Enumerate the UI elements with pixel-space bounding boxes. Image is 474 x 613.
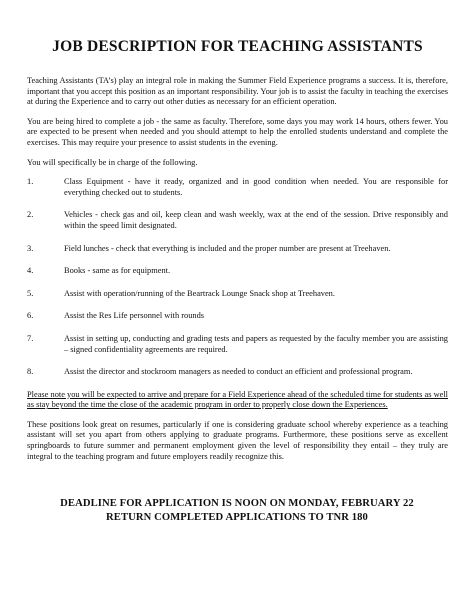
intro-paragraph: Teaching Assistants (TA’s) play an integral role in making the Summer Field Experience programs a success. It is, therefore, important that you accept this position as an important responsibility. Your job is to assist the faculty in teaching the exercises at during the Experience and to carry out other duties as necessary for an efficient operation. <box>27 76 448 107</box>
return-applications-heading: RETURN COMPLETED APPLICATIONS TO TNR 180 <box>106 512 368 523</box>
duty-number: 5. <box>27 288 34 298</box>
hiring-paragraph: You are being hired to complete a job - the same as faculty. Therefore, some days you may work 14 hours, others fewer. You are expected to be present when needed and you should attempt to help the enrolled students understand and complete the exercises. This may require your presence to assist students in the evening. <box>27 116 448 147</box>
closing-paragraph: These positions look great on resumes, particularly if one is considering graduate school whereby experience as a teaching assistant will set you apart from others applying to graduate programs. Furthermore, these positions serve as excellent springboards to future summer and permanent employment given the level of responsibility they entail – they truly are integral to the teaching program and future employers readily recognize this. <box>27 419 448 461</box>
duty-number: 8. <box>27 367 34 377</box>
duty-number: 3. <box>27 243 34 253</box>
duty-item <box>27 311 448 322</box>
duty-item <box>27 266 448 277</box>
duty-number: 1. <box>27 177 34 187</box>
duty-text: Field lunches - check that everything is included and the proper number are present at Treehaven. <box>64 243 391 253</box>
duty-item <box>27 244 448 255</box>
duty-item <box>27 367 448 378</box>
arrival-notice: Please note you will be expected to arrive and prepare for a Field Experience ahead of the scheduled time for students as well as stay beyond the time the close of the academic program in order to properly close down the Experiences. <box>27 389 448 410</box>
duty-item <box>27 334 448 355</box>
duty-text: Assist with operation/running of the Beartrack Lounge Snack shop at Treehaven. <box>64 288 335 298</box>
duty-text: Books - same as for equipment. <box>64 266 171 276</box>
duty-text: Vehicles - check gas and oil, keep clean and wash weekly, wax at the end of the session. Drive responsibly and within the speed limit designated. <box>64 210 448 230</box>
duty-number: 2. <box>27 210 34 220</box>
duty-text: Assist the director and stockroom managers as needed to conduct an efficient and professional program. <box>64 367 413 377</box>
duty-number: 4. <box>27 266 34 276</box>
duty-item <box>27 210 448 231</box>
duty-item <box>27 289 448 300</box>
duty-number: 7. <box>27 333 34 343</box>
duty-number: 6. <box>27 311 34 321</box>
duty-item <box>27 177 448 198</box>
deadline-heading: DEADLINE FOR APPLICATION IS NOON ON MONDAY, FEBRUARY 22 <box>60 498 414 509</box>
duties-list <box>27 177 448 378</box>
duty-text: Assist in setting up, conducting and grading tests and papers as requested by the faculty member you are assisting – signed confidentiality agreements are required. <box>64 333 448 354</box>
document-title: JOB DESCRIPTION FOR TEACHING ASSISTANTS <box>52 38 423 55</box>
duty-text: Class Equipment - have it ready, organized and in good condition when needed. You are responsible for everything checked out to students. <box>64 177 448 197</box>
duties-intro: You will specifically be in charge of the following. <box>27 157 198 167</box>
duty-text: Assist the Res Life personnel with rounds <box>64 311 205 321</box>
